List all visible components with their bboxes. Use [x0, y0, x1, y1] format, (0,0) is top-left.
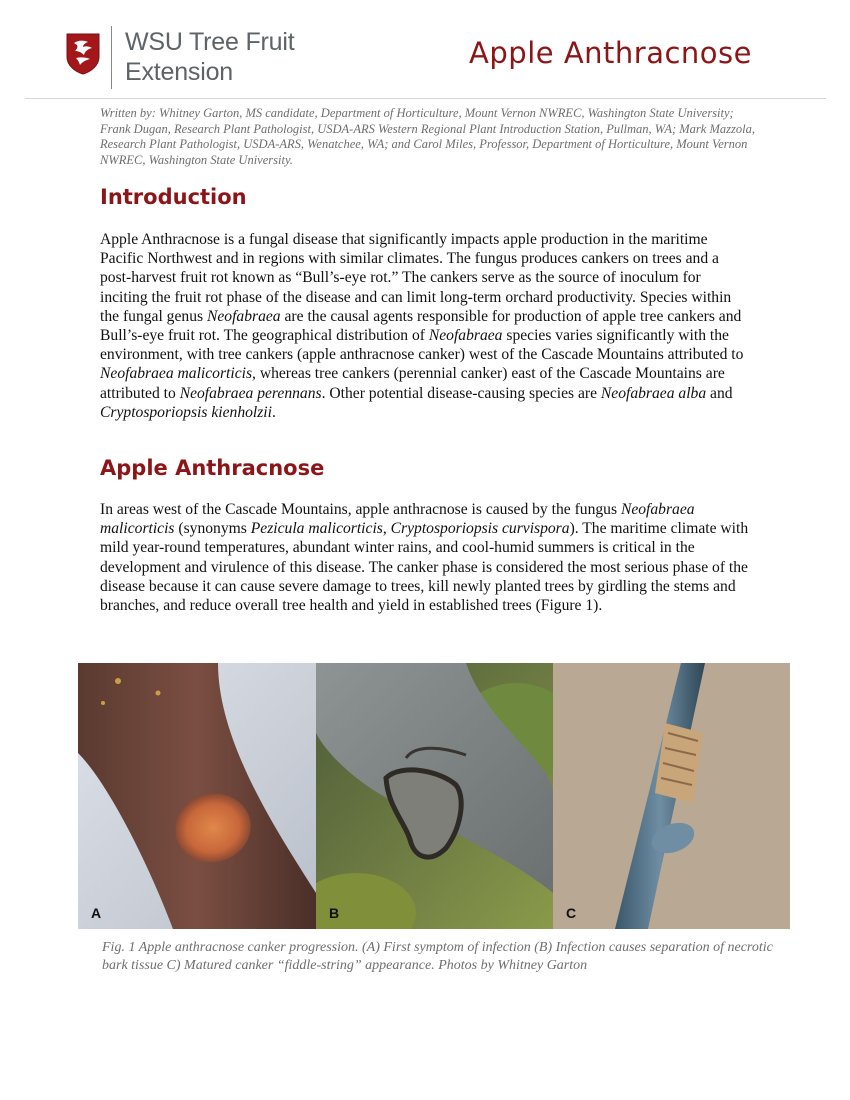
wsu-cougar-shield-icon	[66, 33, 100, 75]
figure-panel-b	[316, 663, 553, 929]
panel-label-c: C	[566, 905, 577, 921]
figure-panel-a	[78, 663, 316, 929]
section-heading-apple-anthracnose: Apple Anthracnose	[100, 456, 325, 480]
apple-anthracnose-paragraph: In areas west of the Cascade Mountains, apple anthracnose is caused by the fungus Neofabraea malicorticis (synonyms Pezicula malicorticis, Cryptosporiopsis curvispora). The maritime climate with mild year-round temperatures, abundant winter rains, and cool-humid summers is critical in the development and virulence of this disease. The canker phase is considered the most serious phase of the disease because it can cause severe damage to trees, kill newly planted trees by girdling the stems and branches, and reduce overall tree health and yield in established trees (Figure 1).	[100, 501, 749, 615]
logo-wordmark	[125, 27, 294, 87]
photo-fiddle-string-canker	[553, 663, 790, 929]
logo-line-1: WSU Tree Fruit	[125, 28, 295, 56]
author-credits: Written by: Whitney Garton, MS candidate, Department of Horticulture, Mount Vernon NWREC, Washington State University; Frank Dugan, Research Plant Pathologist, USDA-ARS Western Regional Plant Introduction Station, Pullman, WA; Mark Mazzola, Research Plant Pathologist, USDA-ARS, Wenatchee, WA; and Carol Miles, Professor, Department of Horticulture, Mount Vernon NWREC, Washington State University.	[100, 106, 755, 167]
figure-panel-c	[553, 663, 790, 929]
header-divider	[25, 98, 826, 99]
photo-bark-separation	[316, 663, 553, 929]
page-header	[0, 0, 850, 100]
section-heading-introduction: Introduction	[100, 185, 247, 209]
introduction-paragraph: Apple Anthracnose is a fungal disease that significantly impacts apple production in the maritime Pacific Northwest and in regions with similar climates. The fungus produces cankers on trees and a post-harvest fruit rot known as “Bull’s-eye rot.” The cankers serve as the source of inoculum for inciting the fruit rot phase of the disease and can limit long-term orchard productivity. Species within the fungal genus Neofabraea are the causal agents responsible for production of apple tree cankers and Bull’s-eye fruit rot. The geographical distribution of Neofabraea species varies significantly with the environment, with tree cankers (apple anthracnose canker) west of the Cascade Mountains attributed to Neofabraea malicorticis, whereas tree cankers (perennial canker) east of the Cascade Mountains are attributed to Neofabraea perennans. Other potential disease-causing species are Neofabraea alba and Cryptosporiopsis kienholzii.	[100, 231, 744, 421]
photo-early-canker	[78, 663, 316, 929]
figure-caption: Fig. 1 Apple anthracnose canker progression. (A) First symptom of infection (B) Infection causes separation of necrotic bark tissue C) Matured canker “fiddle-string” appearance. Photos by Whitney Garton	[102, 940, 773, 973]
panel-label-a: A	[91, 905, 102, 921]
document-title: Apple Anthracnose	[469, 36, 752, 70]
logo-divider	[111, 26, 112, 89]
figure-canker-progression	[78, 663, 790, 929]
logo-line-2: Extension	[125, 58, 233, 86]
panel-label-b: B	[329, 905, 340, 921]
